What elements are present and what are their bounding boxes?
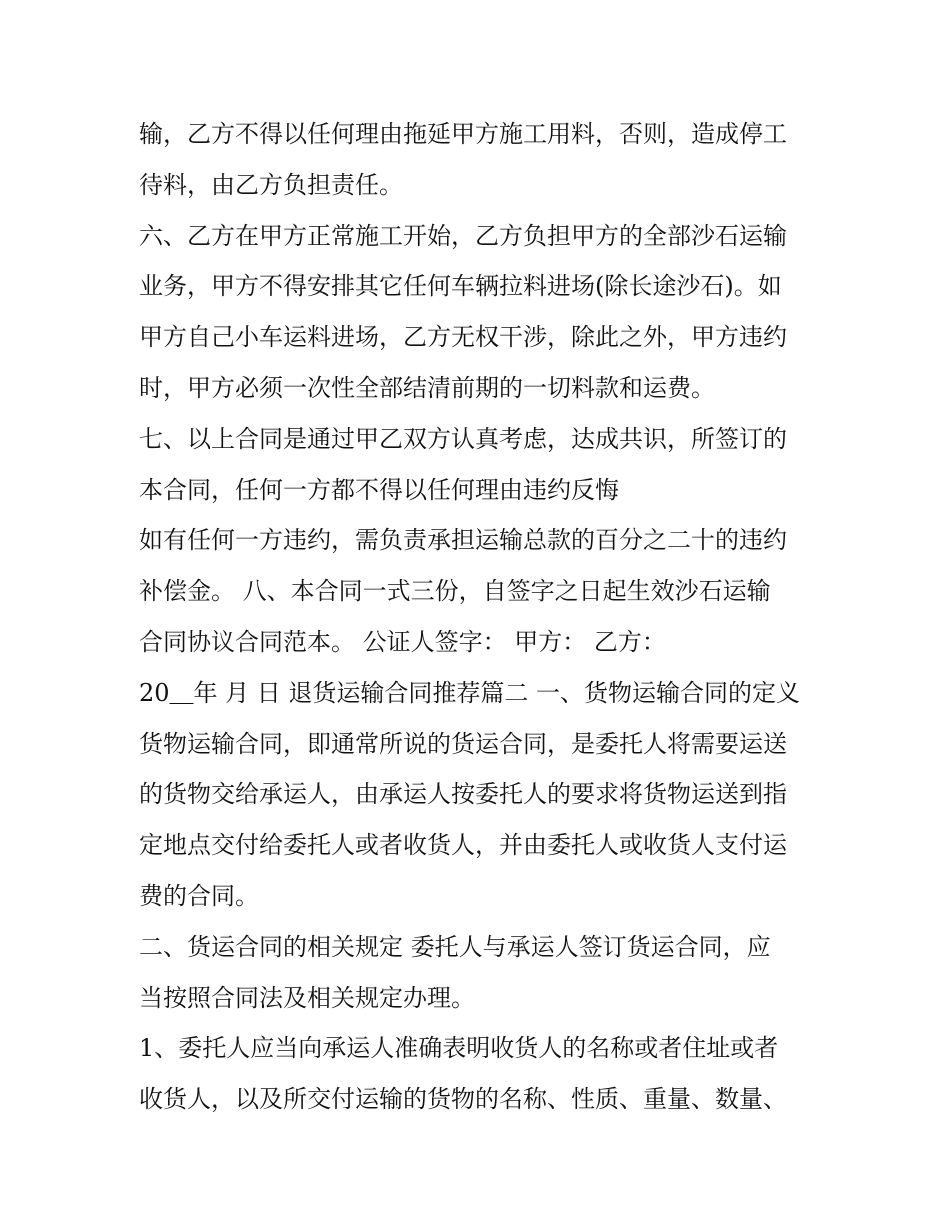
text-line: 1、委托人应当向承运人准确表明收货人的名称或者住址或者 (139, 1034, 779, 1063)
text-line: 七、以上合同是通过甲乙双方认真考虑，达成共识，所签订的 (139, 424, 787, 453)
text-line: 业务，甲方不得安排其它任何车辆拉料进场(除长途沙石)。如 (139, 272, 782, 301)
text-line: 六、乙方在甲方正常施工开始，乙方负担甲方的全部沙石运输 (139, 221, 787, 250)
document-body (139, 109, 829, 1125)
text-line: 的货物交给承运人，由承运人按委托人的要求将货物运送到指 (139, 780, 787, 809)
text-line: 当按照合同法及相关规定办理。 (139, 983, 475, 1012)
text-line: 待料，由乙方负担责任。 (139, 170, 403, 199)
text-line: 如有任何一方违约，需负责承担运输总款的百分之二十的违约 (139, 526, 787, 555)
text-line: 收货人，以及所交付运输的货物的名称、性质、重量、数量、 (139, 1085, 787, 1114)
text-line: 定地点交付给委托人或者收货人，并由委托人或收货人支付运 (139, 831, 787, 860)
text-line: 本合同，任何一方都不得以任何理由违约反悔 (139, 475, 619, 504)
text-line: 合同协议合同范本。 公证人签字： 甲方： 乙方： (139, 627, 666, 656)
text-line: 输，乙方不得以任何理由拖延甲方施工用料，否则，造成停工 (139, 120, 787, 148)
text-line: 20＿年 月 日 退货运输合同推荐篇二 一、货物运输合同的定义 (139, 678, 801, 707)
text-line: 补偿金。 八、本合同一式三份，自签字之日起生效沙石运输 (139, 577, 771, 606)
text-line: 甲方自己小车运料进场，乙方无权干涉，除此之外，甲方违约 (139, 323, 787, 352)
text-line: 时，甲方必须一次性全部结清前期的一切料款和运费。 (139, 373, 715, 402)
text-line: 二、货运合同的相关规定 委托人与承运人签订货运合同，应 (139, 932, 771, 961)
text-line: 货物运输合同，即通常所说的货运合同，是委托人将需要运送 (139, 729, 787, 758)
text-line: 费的合同。 (139, 881, 259, 910)
